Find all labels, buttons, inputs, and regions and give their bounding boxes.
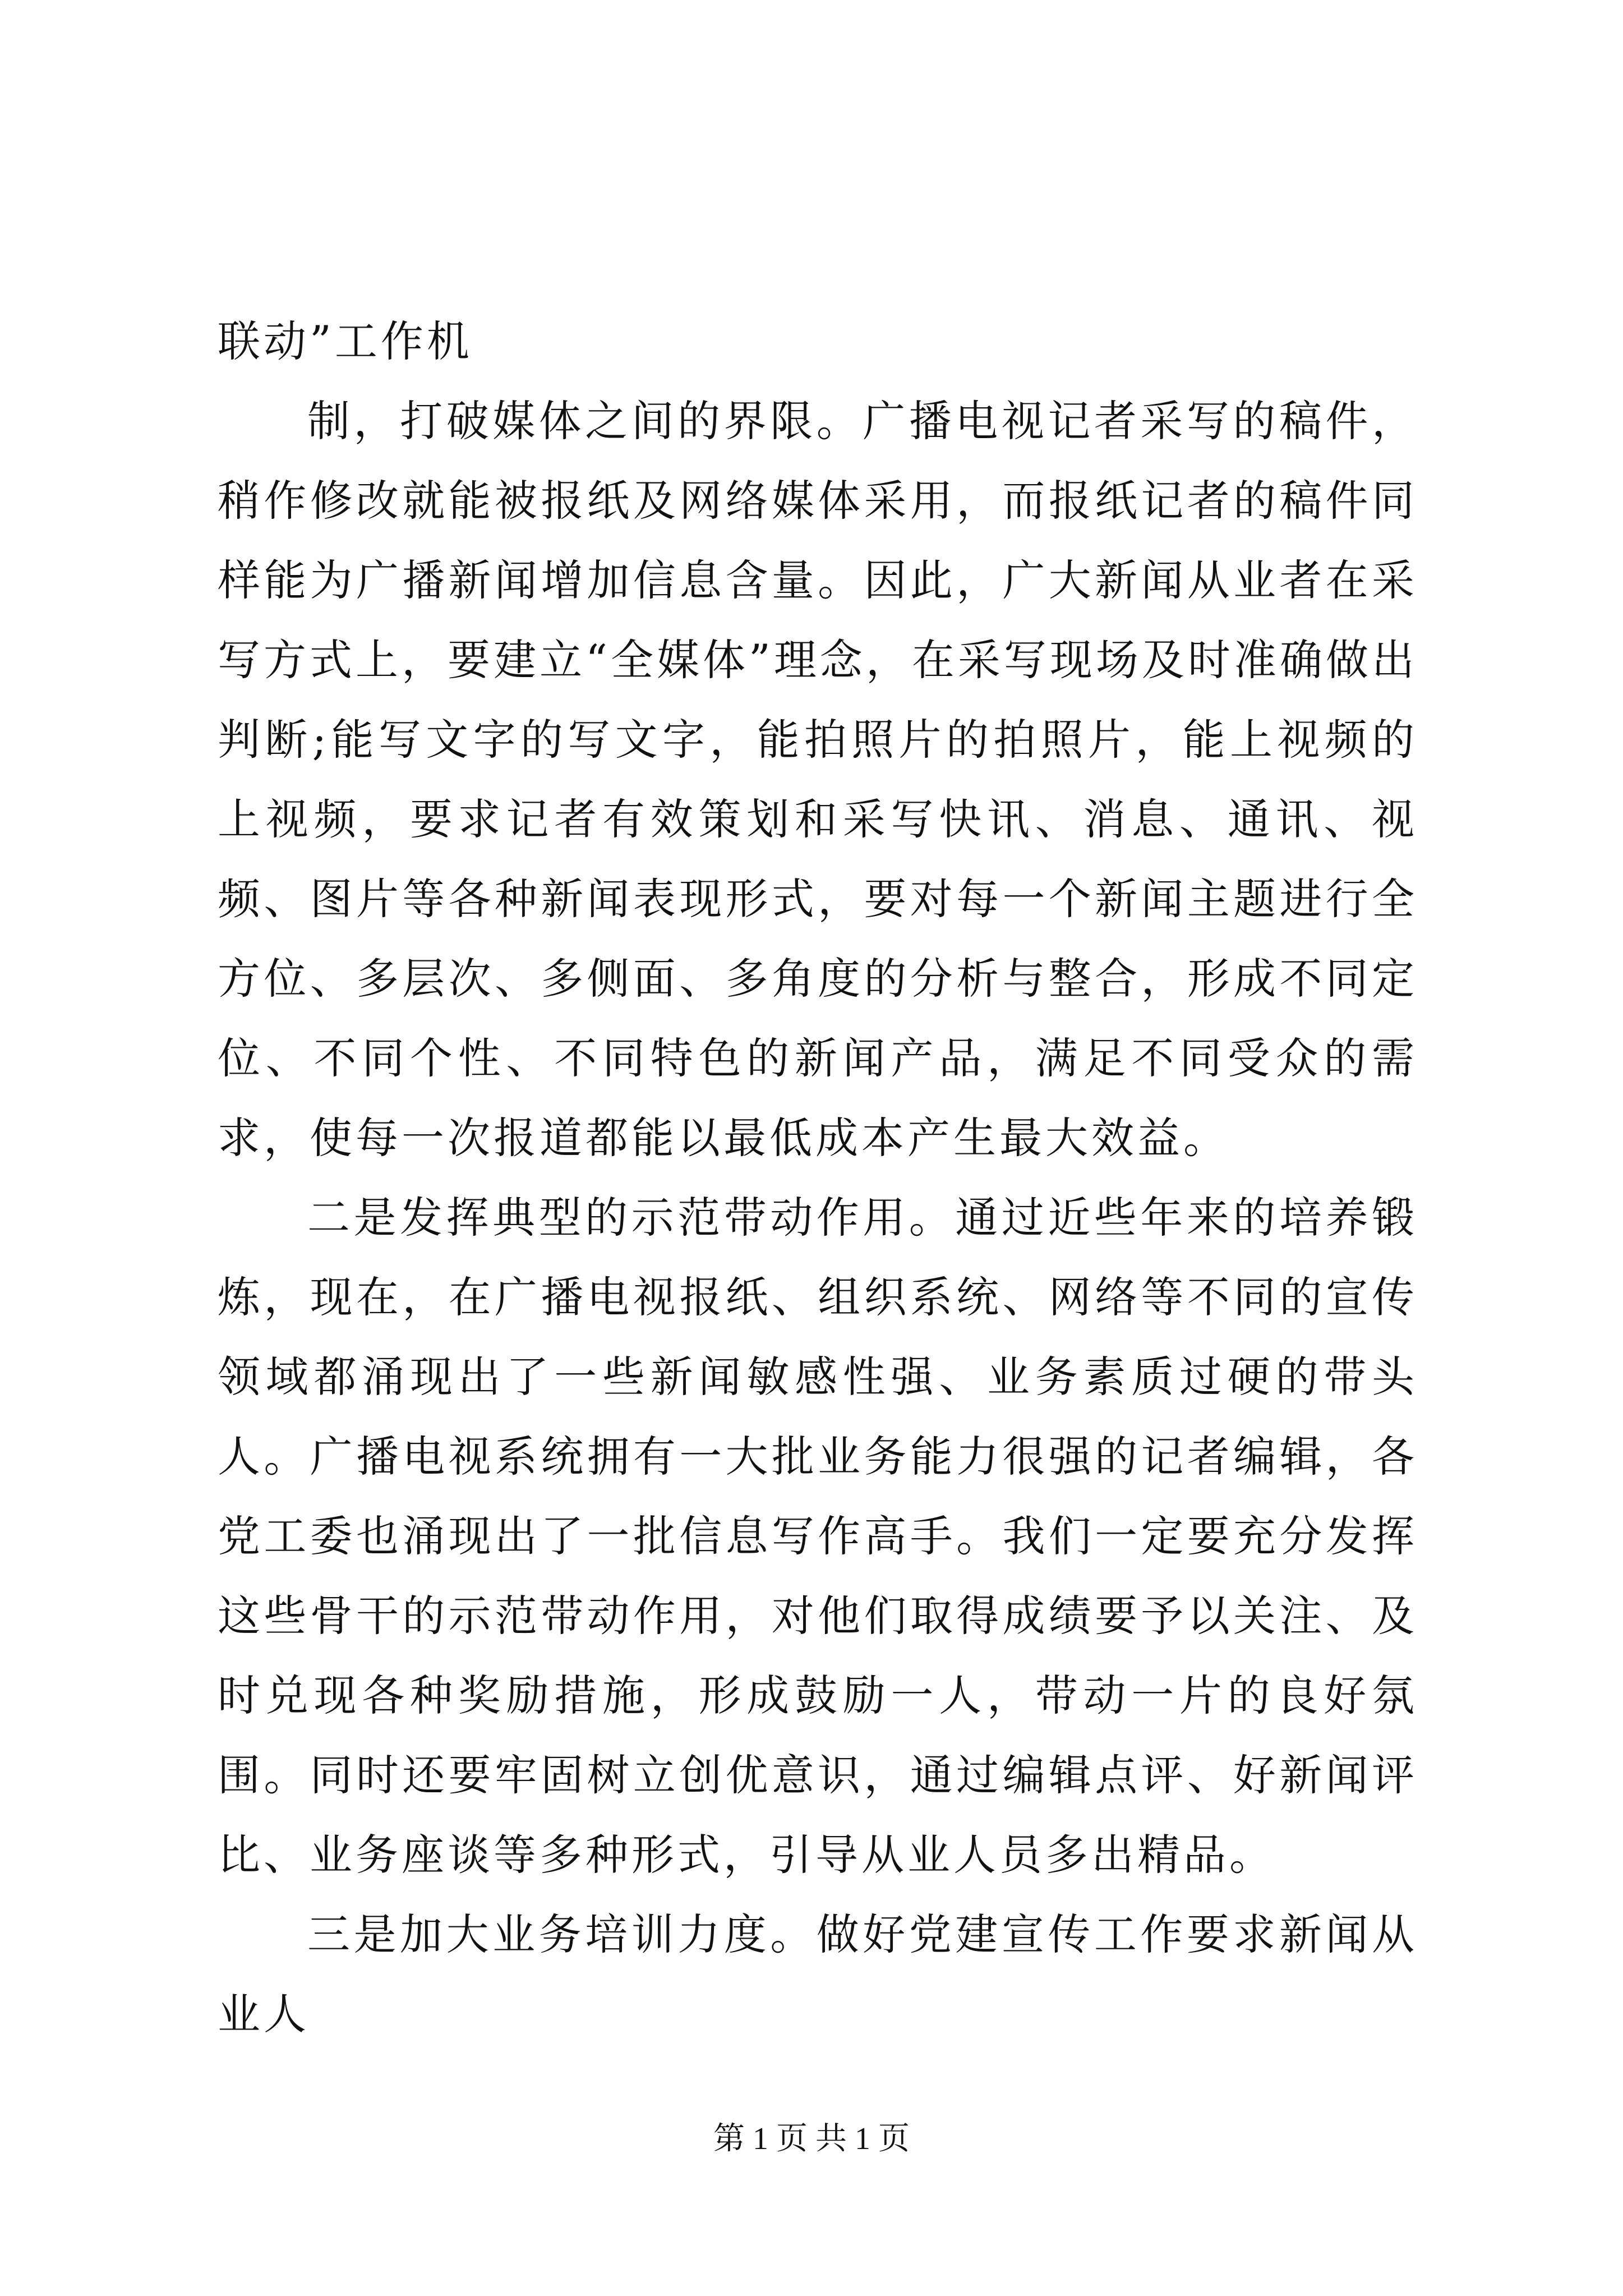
- document-body: [218, 302, 1418, 2054]
- page-number-label: 第 1 页 共 1 页: [713, 2122, 910, 2156]
- paragraph-training: 三是加大业务培训力度。做好党建宣传工作要求新闻从业人: [218, 1910, 1418, 2039]
- paragraph-media-integration: 制，打破媒体之间的界限。广播电视记者采写的稿件，稍作修改就能被报纸及网络媒体采用，而报纸记者的稿件同样能为广播新闻增加信息含量。因此，广大新闻从业者在采写方式上，要建立“全媒体”理念，在采写现场及时准确做出判断;能写文字的写文字，能拍照片的拍照片，能上视频的上视频，要求记者有效策划和采写快讯、消息、通讯、视频、图片等各种新闻表现形式，要对每一个新闻主题进行全方位、多层次、多侧面、多角度的分析与整合，形成不同定位、不同个性、不同特色的新闻产品，满足不同受众的需求，使每一次报道都能以最低成本产生最大效益。: [218, 396, 1418, 1163]
- continuation-line: 联动”工作机: [218, 316, 473, 366]
- page-footer: [0, 2119, 1623, 2159]
- paragraph-role-models: 二是发挥典型的示范带动作用。通过近些年来的培养锻炼，现在，在广播电视报纸、组织系统、网络等不同的宣传领域都涌现出了一些新闻敏感性强、业务素质过硬的带头人。广播电视系统拥有一大批业务能力很强的记者编辑，各党工委也涌现出了一批信息写作高手。我们一定要充分发挥这些骨干的示范带动作用，对他们取得成绩要予以关注、及时兑现各种奖励措施，形成鼓励一人，带动一片的良好氛围。同时还要牢固树立创优意识，通过编辑点评、好新闻评比、业务座谈等多种形式，引导从业人员多出精品。: [218, 1193, 1418, 1880]
